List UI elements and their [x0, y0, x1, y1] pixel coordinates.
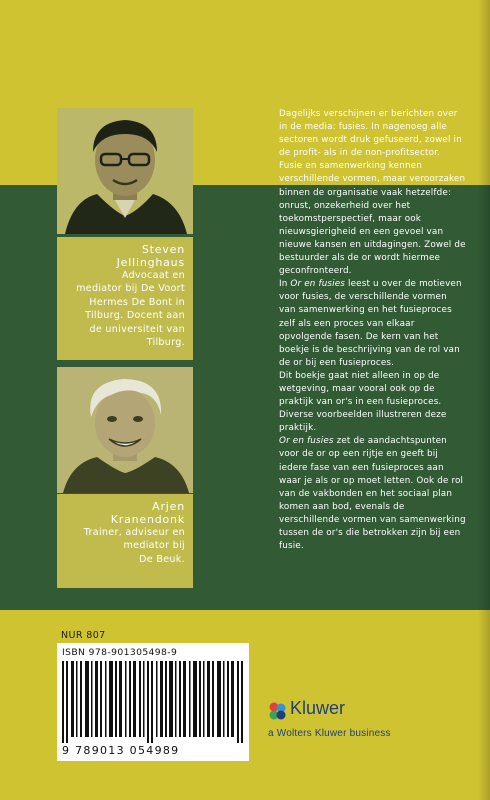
- author-name: Jellinghaus: [116, 256, 185, 269]
- publisher-name: Kluwer: [290, 698, 346, 718]
- barcode-icon: [62, 661, 244, 743]
- blurb-paragraph-4: Dit boekje gaat niet alleen in op de wetgeving, maar vooral ook op de praktijk van or's in een fusieproces. Diverse voorbeelden illustreren deze praktijk.: [279, 370, 447, 434]
- blurb-text-fragment: In: [279, 279, 291, 290]
- publisher-logo: [263, 698, 463, 748]
- author-role: De Beuk.: [139, 553, 185, 565]
- author-role: Tilburg. Docent aan: [85, 310, 185, 322]
- author-caption-steven: [57, 237, 193, 360]
- book-title-italic: Or en fusies: [279, 436, 334, 447]
- author-role: de universiteit van: [89, 323, 185, 335]
- author-caption-arjen: [57, 494, 193, 588]
- blurb-text-fragment: zet de aandachtspunten voor de or op een rijtje en geeft bij iedere fase van een fusieproces aan waar je als or op moet letten. Ook de rol van de vakbonden en het sociaal plan komen aan bod, evenals de verschillende vormen van samenwerking tussen de or's die betrokken zijn bij een fusie.: [279, 436, 466, 552]
- blurb-paragraph-2: Fusie en samenwerking kennen verschillende vormen, maar veroorzaken binnen de organisatie vaak hetzelfde: onrust, onzekerheid over het toekomstperspectief, maar ook nieuwsgierigheid en een gevoel van nieuwe kansen en uitdagingen. Zowel de bestuurder als de or wordt hiermee geconfronteerd.: [279, 161, 466, 277]
- blurb-paragraph-3: [279, 278, 466, 370]
- blurb-paragraph-1: Dagelijks verschijnen er berichten over in de media: fusies. In nagenoeg alle sectoren wordt druk gefuseerd, zowel in de profit- als in de non-profitsector.: [279, 109, 462, 159]
- blurb-text-fragment: leest u over de motieven voor fusies, de verschillende vormen van samenwerking en het fusieproces zelf als een proces van elkaar opvolgende fasen. De kern van het boekje is de beschrijving van de rol van de or bij een fusieproces.: [279, 279, 462, 368]
- book-title-italic: Or en fusies: [290, 279, 346, 290]
- ean-number: 9 789013 054989: [62, 744, 180, 757]
- barcode-block: [57, 643, 249, 761]
- author-name: Kranendonk: [110, 513, 185, 526]
- blurb-text: [279, 108, 466, 553]
- author-role: mediator bij: [123, 540, 185, 552]
- author-role: Hermes De Bont in: [89, 296, 185, 308]
- blurb-paragraph-5: [279, 435, 466, 553]
- author-name: Arjen: [152, 500, 185, 513]
- nur-code: NUR 807: [61, 630, 106, 641]
- spine-shadow: [478, 0, 490, 800]
- author-name: Steven: [141, 243, 185, 256]
- kluwer-globe-icon: [267, 701, 287, 721]
- author-photo-arjen: [57, 367, 193, 493]
- author-role: Tilburg.: [146, 337, 185, 349]
- isbn-label: ISBN 978-901305498-9: [62, 647, 178, 658]
- author-role: mediator bij De Voort: [76, 283, 185, 295]
- author-photo-steven: [57, 108, 193, 234]
- author-role: Trainer, adviseur en: [83, 527, 185, 538]
- top-yellow-band: [0, 0, 490, 88]
- author-role: Advocaat en: [121, 270, 185, 281]
- publisher-tagline: a Wolters Kluwer business: [268, 728, 391, 739]
